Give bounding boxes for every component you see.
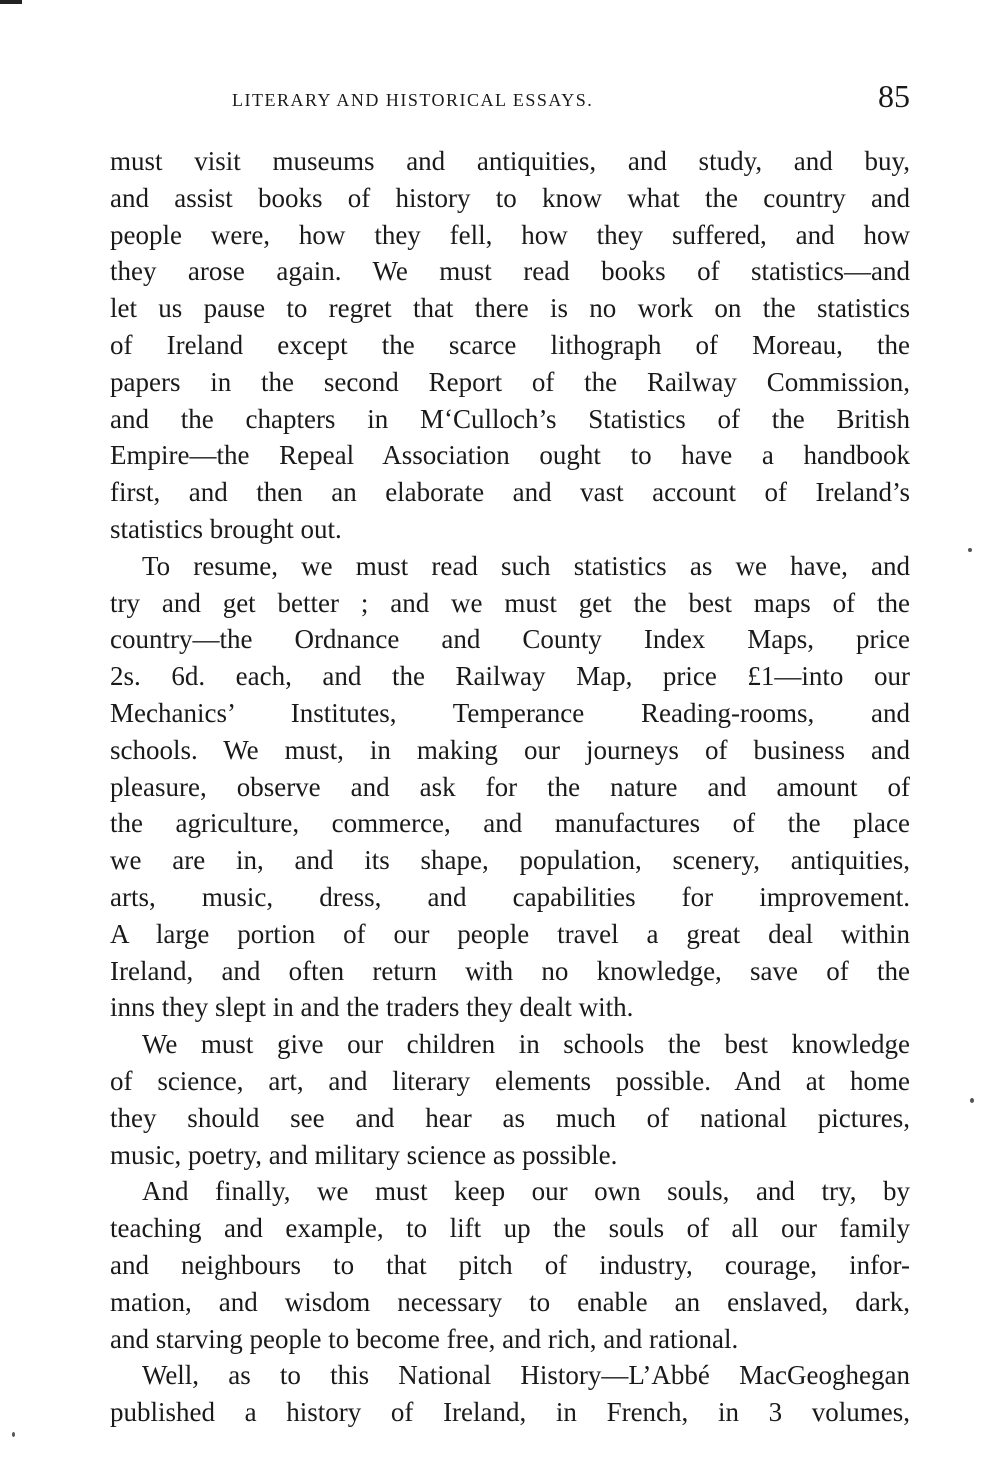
text-line: music, poetry, and military science as possible. bbox=[110, 1139, 618, 1170]
text-line: they arose again. We must read books of statistics—and bbox=[110, 256, 910, 287]
paragraph bbox=[110, 1026, 910, 1173]
running-title: LITERARY AND HISTORICAL ESSAYS. bbox=[232, 90, 594, 110]
text-line: mation, and wisdom necessary to enable an enslaved, dark, bbox=[110, 1286, 910, 1317]
text-line: papers in the second Report of the Railway Commission, bbox=[110, 366, 910, 397]
text-line: pleasure, observe and ask for the nature and amount of bbox=[110, 771, 910, 802]
paragraph bbox=[110, 548, 910, 1026]
text-line: of Ireland except the scarce lithograph of Moreau, the bbox=[110, 329, 910, 360]
text-line: first, and then an elaborate and vast account of Ireland’s bbox=[110, 477, 910, 508]
paragraph bbox=[110, 143, 910, 548]
text-line: the agriculture, commerce, and manufactures of the place bbox=[110, 808, 910, 839]
text-line: arts, music, dress, and capabilities for improvement. bbox=[110, 881, 910, 912]
text-line: of science, art, and literary elements possible. And at home bbox=[110, 1065, 910, 1096]
text-line: they should see and hear as much of national pictures, bbox=[110, 1102, 910, 1133]
scan-corner-mark bbox=[0, 0, 22, 4]
text-line: Ireland, and often return with no knowledge, save of the bbox=[110, 955, 910, 986]
text-line: let us pause to regret that there is no work on the statistics bbox=[110, 293, 910, 324]
body-text bbox=[110, 143, 910, 1431]
text-line: and starving people to become free, and rich, and rational. bbox=[110, 1323, 739, 1354]
text-line: teaching and example, to lift up the souls of all our family bbox=[110, 1213, 910, 1244]
scan-speck bbox=[968, 548, 972, 552]
text-line: people were, how they fell, how they suffered, and how bbox=[110, 219, 910, 250]
text-line: and neighbours to that pitch of industry, courage, infor- bbox=[110, 1249, 910, 1280]
paragraph bbox=[110, 1357, 910, 1431]
paragraph bbox=[110, 1173, 910, 1357]
text-line: inns they slept in and the traders they dealt with. bbox=[110, 992, 634, 1023]
scan-speck bbox=[12, 1432, 15, 1437]
text-line: To resume, we must read such statistics as we have, and bbox=[142, 550, 910, 581]
text-line: we are in, and its shape, population, scenery, antiquities, bbox=[110, 845, 910, 876]
text-line: And finally, we must keep our own souls, and try, by bbox=[142, 1176, 910, 1207]
text-line: Well, as to this National History—L’Abbé MacGeoghegan bbox=[142, 1360, 910, 1391]
text-line: published a history of Ireland, in French, in 3 volumes, bbox=[110, 1397, 910, 1428]
text-line: Mechanics’ Institutes, Temperance Reading-rooms, and bbox=[110, 697, 910, 728]
text-line: and the chapters in M‘Culloch’s Statistics of the British bbox=[110, 403, 910, 434]
scan-speck bbox=[970, 1098, 974, 1103]
text-line: country—the Ordnance and County Index Maps, price bbox=[110, 624, 910, 655]
page-header bbox=[110, 78, 910, 124]
text-line: We must give our children in schools the best knowledge bbox=[142, 1029, 910, 1060]
text-line: try and get better ; and we must get the best maps of the bbox=[110, 587, 910, 618]
text-line: schools. We must, in making our journeys of business and bbox=[110, 734, 910, 765]
text-line: and assist books of history to know what the country and bbox=[110, 182, 910, 213]
text-line: Empire—the Repeal Association ought to have a handbook bbox=[110, 440, 910, 471]
page-number: 85 bbox=[878, 78, 910, 114]
text-line: 2s. 6d. each, and the Railway Map, price £1—into our bbox=[110, 661, 910, 692]
text-line: must visit museums and antiquities, and study, and buy, bbox=[110, 146, 910, 176]
text-line: A large portion of our people travel a great deal within bbox=[110, 918, 910, 949]
text-line: statistics brought out. bbox=[110, 513, 342, 544]
